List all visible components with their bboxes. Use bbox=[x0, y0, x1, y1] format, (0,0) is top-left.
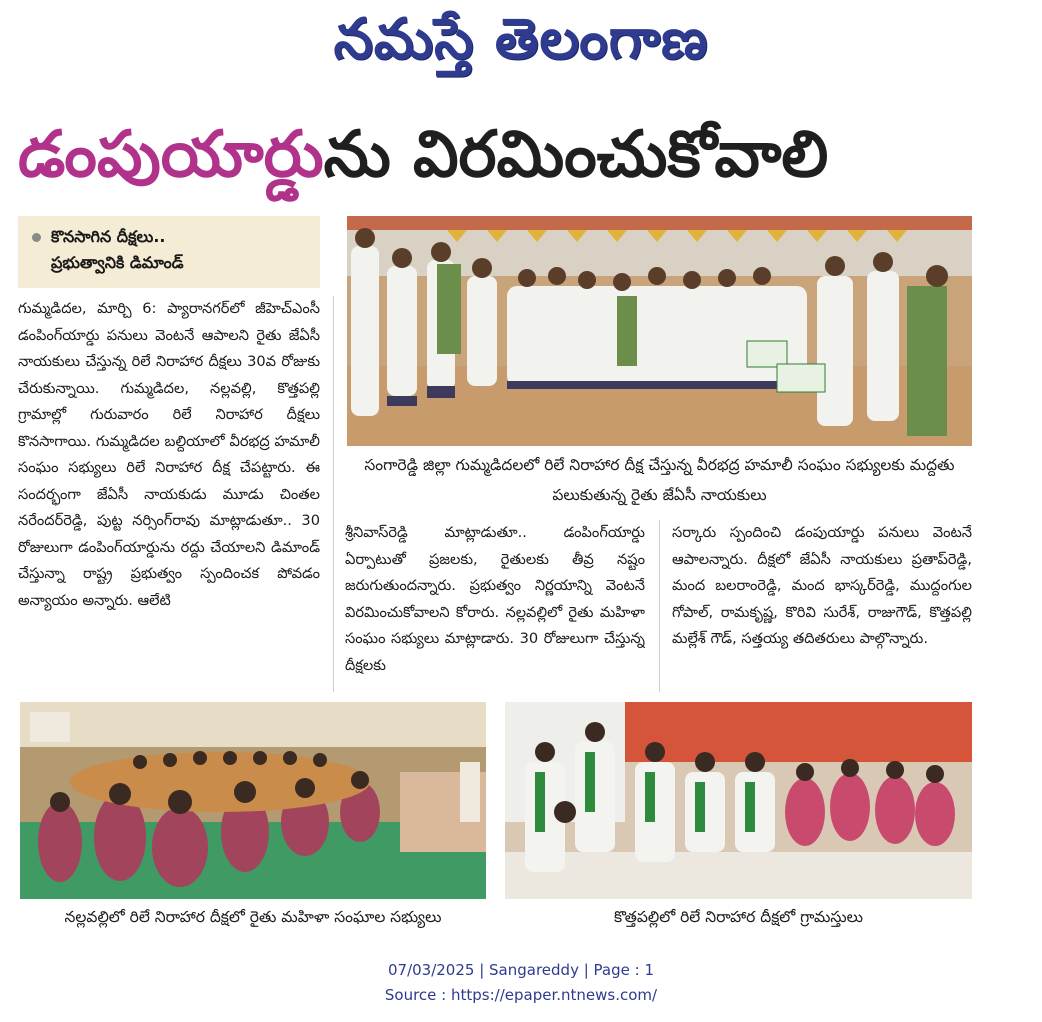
article-column-2: శ్రీనివాస్‌రెడ్డి మాట్లాడుతూ.. డంపింగ్‌యార్డు ఏర్పాటుతో ప్రజలకు, రైతులకు తీవ్ర నష్టం జరుగుతుందన్నారు. ప్రభుత్వం నిర్ణయాన్ని వెంటనే విరమించుకోవాలని కోరారు. నల్లవల్లిలో రైతు మహిళా సంఘం సభ్యులు మాట్లాడారు. 30 రోజులుగా చేస్తున్న దీక్షలకు bbox=[345, 524, 645, 674]
main-photo-caption: సంగారెడ్డి జిల్లా గుమ్మడిదలలో రిలే నిరాహార దీక్ష చేస్తున్న వీరభద్ర హమాలీ సంఘం సభ్యులకు మద్దతు పలుకుతున్న రైతు జేఏసీ నాయకులు bbox=[364, 456, 955, 504]
column-divider bbox=[659, 520, 660, 692]
headline-highlight: డంపుయార్డు bbox=[18, 118, 324, 192]
newspaper-masthead: నమస్తే తెలంగాణ bbox=[333, 6, 709, 72]
edition-info: 07/03/2025 | Sangareddy | Page : 1 bbox=[387, 961, 654, 979]
kothapalli-photo bbox=[505, 702, 972, 899]
headline bbox=[18, 110, 1028, 200]
nallavalli-photo bbox=[20, 702, 486, 899]
subheading-box bbox=[18, 216, 320, 288]
source-link[interactable]: Source : https://epaper.ntnews.com/ bbox=[384, 986, 658, 1004]
column-divider bbox=[333, 296, 334, 692]
kothapalli-photo-caption: కొత్తపల్లిలో రిలే నిరాహార దీక్షలో గ్రామస్తులు bbox=[614, 908, 863, 926]
page-footer bbox=[0, 958, 1042, 1008]
subheading-line-2: ప్రభుత్వానికి డిమాండ్ bbox=[51, 253, 184, 272]
nallavalli-photo-caption: నల్లవల్లిలో రిలే నిరాహార దీక్షలో రైతు మహిళా సంఘాల సభ్యులు bbox=[64, 908, 442, 926]
article-column-3: సర్కారు స్పందించి డంపుయార్డు పనులు వెంటనే ఆపాలన్నారు. దీక్షలో జేఏసీ నాయకులు ప్రతాప్‌రెడ్డి, మంద బలరాంరెడ్డి, మంద భాస్కర్‌రెడ్డి, ముద్దంగుల గోపాల్, రామకృష్ణ, కొరివి సురేశ్, రాజుగౌడ్, కొత్తపల్లి మల్లేశ్ గౌడ్, సత్తయ్య తదితరులు పాల్గొన్నారు. bbox=[672, 524, 972, 647]
article-column-1: గుమ్మడిదల, మార్చి 6: ప్యారానగర్‌లో జీహెచ్‌ఎంసీ డంపింగ్‌యార్డు పనులు వెంటనే ఆపాలని రైతు జేఏసీ నాయకులు చేస్తున్న రిలే నిరాహార దీక్షలు 30వ రోజుకు చేరుకున్నాయి. గుమ్మడిదల, నల్లవల్లి, కొత్తపల్లి గ్రామాల్లో గురువారం రిలే నిరాహార దీక్షలు కొనసాగాయి. గుమ్మడిదల బల్దియాలో వీరభద్ర హమాలీ సంఘం సభ్యులు రిలే నిరాహార దీక్ష చేపట్టారు. ఈ సందర్భంగా జేఏసీ నాయకుడు మూడు చింతల నరేందర్‌రెడ్డి, పుట్ట నర్సింగ్‌రావు మాట్లాడుతూ.. 30 రోజులుగా డంపింగ్‌యార్డును రద్దు చేయాలని డిమాండ్ చేస్తున్నా రాష్ట్ర ప్రభుత్వం స్పందించక పోవడం అన్యాయం అన్నారు. ఆలేటి bbox=[18, 300, 320, 609]
bullet-icon bbox=[32, 233, 41, 242]
subheading-line-1: కొనసాగిన దీక్షలు.. bbox=[51, 227, 166, 246]
main-photo bbox=[347, 216, 972, 446]
headline-rest: ను విరమించుకోవాలి bbox=[323, 118, 829, 192]
